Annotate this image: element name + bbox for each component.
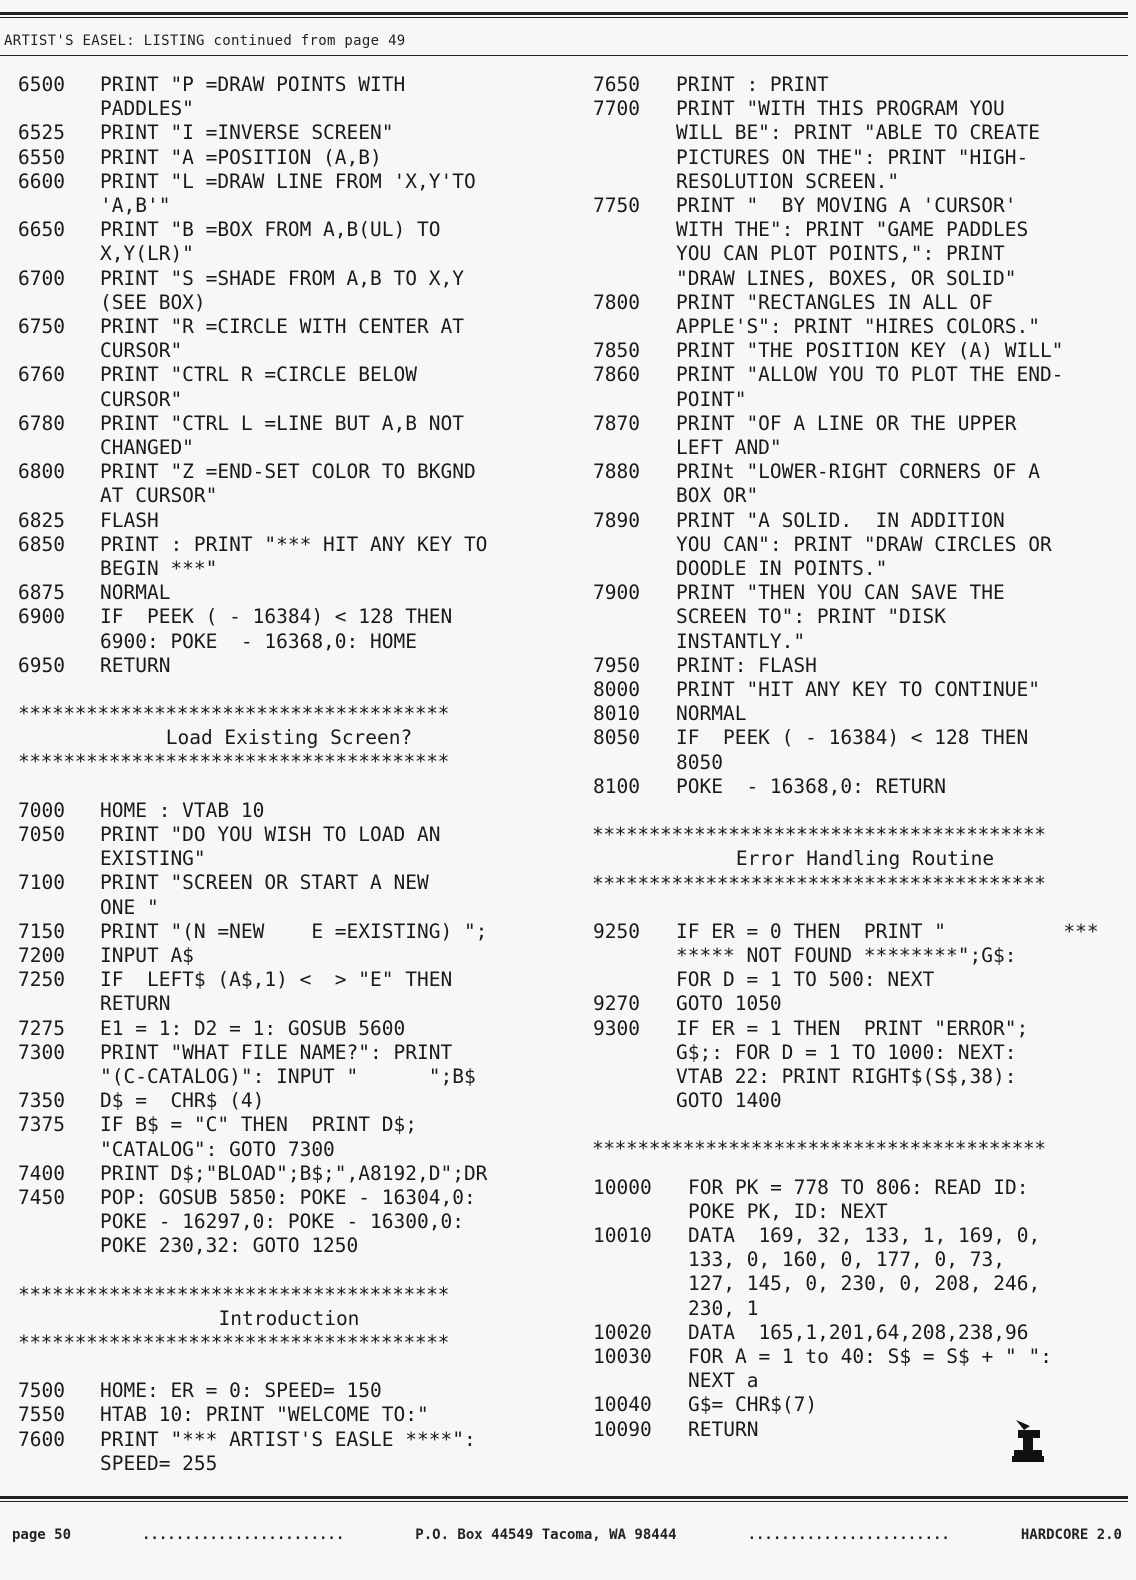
- code-line: [0, 1186, 560, 1259]
- line-code: IF B$ = "C" THEN PRINT D$; "CATALOG": GOTO 7300: [100, 1113, 417, 1161]
- line-number: 9250: [593, 919, 640, 943]
- line-number: 6875: [18, 581, 65, 605]
- asterisk-divider: ****************************************: [592, 1137, 1046, 1161]
- line-number: 7375: [18, 1113, 65, 1137]
- line-number: 7890: [593, 508, 640, 532]
- line-number: 6950: [18, 653, 65, 677]
- line-code: PRINT : PRINT: [676, 73, 829, 96]
- code-line: [576, 1176, 1136, 1224]
- code-line: [0, 871, 560, 919]
- line-number: 6760: [18, 363, 65, 387]
- code-line: [0, 170, 560, 218]
- footer-rule: [0, 1496, 1128, 1499]
- line-number: 7275: [18, 1016, 65, 1040]
- line-code: PRINT "THEN YOU CAN SAVE THE SCREEN TO": PRINT "DISK INSTANTLY.": [676, 581, 1005, 653]
- line-code: PRINT "CTRL R =CIRCLE BELOW CURSOR": [100, 363, 417, 411]
- asterisk-divider: ****************************************: [592, 823, 1046, 847]
- line-code: PRINT "A SOLID. IN ADDITION YOU CAN": PRINT "DRAW CIRCLES OR DOODLE IN POINTS.": [676, 508, 1052, 581]
- section-title: Introduction: [218, 1306, 360, 1330]
- line-code: PRINT "HIT ANY KEY TO CONTINUE": [676, 678, 1040, 702]
- line-code: PRINT "P =DRAW POINTS WITH PADDLES": [100, 73, 406, 121]
- code-line: [576, 1224, 1136, 1321]
- code-line: [0, 1089, 560, 1113]
- line-code: PRINT "RECTANGLES IN ALL OF APPLE'S": PRINT "HIRES COLORS.": [676, 290, 1040, 339]
- line-number: 10010: [593, 1223, 652, 1247]
- line-number: 6700: [18, 266, 65, 290]
- asterisk-divider: **************************************: [18, 1282, 449, 1306]
- code-line: [576, 412, 1136, 460]
- line-number: 10000: [593, 1175, 652, 1199]
- line-code: PRINT "WHAT FILE NAME?": PRINT "(C-CATALOG)": INPUT " ";B$: [100, 1040, 476, 1088]
- code-line: [0, 1428, 560, 1476]
- line-code: INPUT A$: [100, 943, 194, 967]
- line-code: DATA 165,1,201,64,208,238,96: [688, 1320, 1029, 1344]
- line-number: 7200: [18, 943, 65, 967]
- line-code: G$= CHR$(7): [688, 1393, 818, 1417]
- line-number: 7150: [18, 919, 65, 943]
- code-line: [0, 1403, 560, 1427]
- code-line: [576, 992, 1136, 1016]
- page-number: page 50: [12, 1527, 72, 1543]
- line-number: 7850: [593, 339, 640, 363]
- line-code: HOME : VTAB 10: [100, 798, 265, 822]
- line-code: GOTO 1050: [676, 992, 782, 1016]
- code-line: [576, 702, 1136, 726]
- line-number: 8000: [593, 678, 640, 702]
- spacer: [576, 799, 1136, 823]
- footer-rule-thin: [0, 1501, 1128, 1502]
- line-number: 7550: [18, 1403, 65, 1427]
- code-line: [0, 1162, 560, 1186]
- line-code: FOR PK = 778 TO 806: READ ID: POKE PK, ID: NEXT: [688, 1175, 1029, 1223]
- line-number: 8010: [593, 702, 640, 726]
- code-line: [576, 920, 1136, 993]
- asterisk-divider: **************************************: [18, 1330, 449, 1354]
- line-code: PRINT " BY MOVING A 'CURSOR' WITH THE": PRINT "GAME PADDLES YOU CAN PLOT POINTS,": PRINT "DRAW LINES, BOXES, OR SOLID": [676, 194, 1029, 290]
- line-code: PRINT "(N =NEW E =EXISTING) ";: [100, 919, 488, 943]
- line-number: 6780: [18, 411, 65, 435]
- spacer: [576, 1113, 1136, 1137]
- code-line: [576, 73, 1136, 97]
- line-number: 10020: [593, 1320, 652, 1344]
- code-line: [576, 1393, 1136, 1417]
- code-line: [0, 533, 560, 581]
- section-title: Load Existing Screen?: [165, 726, 413, 750]
- code-line: [0, 581, 560, 605]
- page-footer: [12, 1527, 1122, 1543]
- code-line: [0, 218, 560, 266]
- asterisk-divider: ****************************************: [592, 871, 1046, 895]
- line-number: 6650: [18, 218, 65, 242]
- line-code: PRINT "THE POSITION KEY (A) WILL": [676, 339, 1064, 363]
- line-number: 7000: [18, 798, 65, 822]
- asterisk-divider: **************************************: [18, 750, 449, 774]
- publisher-address: P.O. Box 44549 Tacoma, WA 98444: [415, 1527, 677, 1543]
- line-number: 6550: [18, 145, 65, 169]
- line-number: 6800: [18, 460, 65, 484]
- line-number: 6500: [18, 73, 65, 96]
- line-code: RETURN: [688, 1417, 759, 1441]
- line-number: 7300: [18, 1040, 65, 1064]
- top-rule-thin: [0, 17, 1128, 18]
- code-line: [576, 194, 1136, 291]
- footer-dots-1: ........................: [142, 1527, 345, 1543]
- spacer: [0, 775, 560, 799]
- code-line: [576, 726, 1136, 774]
- code-line: [0, 944, 560, 968]
- line-code: PRINT "CTRL L =LINE BUT A,B NOT CHANGED": [100, 411, 464, 460]
- spacer: [0, 1259, 560, 1283]
- code-line: [0, 73, 560, 121]
- section-title: Error Handling Routine: [735, 847, 995, 871]
- line-number: 6525: [18, 121, 65, 145]
- line-code: HTAB 10: PRINT "WELCOME TO:": [100, 1403, 429, 1427]
- listing-left-column: [0, 73, 560, 1476]
- code-line: [0, 146, 560, 170]
- line-code: PRINT "WITH THIS PROGRAM YOU WILL BE": PRINT "ABLE TO CREATE PICTURES ON THE": PRINT "HIGH- RESOLUTION SCREEN.": [676, 97, 1040, 193]
- line-code: PRINT "SCREEN OR START A NEW ONE ": [100, 871, 429, 919]
- line-code: IF ER = 0 THEN PRINT " *** ***** NOT FOUND ********";G$: FOR D = 1 TO 500: NEXT: [676, 919, 1099, 992]
- line-code: PRINT "OF A LINE OR THE UPPER LEFT AND": [676, 411, 1017, 460]
- footer-dots-2: ........................: [747, 1527, 950, 1543]
- code-line: [576, 1321, 1136, 1345]
- line-number: 7650: [593, 73, 640, 96]
- line-code: PRINT "*** ARTIST'S EASLE ****": SPEED= 255: [100, 1427, 476, 1475]
- code-line: [0, 1113, 560, 1161]
- line-number: 8050: [593, 726, 640, 750]
- code-line: [576, 581, 1136, 654]
- line-code: IF LEFT$ (A$,1) < > "E" THEN RETURN: [100, 968, 453, 1016]
- code-line: [0, 267, 560, 315]
- code-line: [0, 968, 560, 1016]
- line-number: 7800: [593, 290, 640, 314]
- line-code: RETURN: [100, 653, 171, 677]
- code-line: [0, 605, 560, 653]
- magazine-name: HARDCORE 2.0: [1020, 1527, 1122, 1543]
- code-line: [0, 1017, 560, 1041]
- line-code: NORMAL: [100, 581, 171, 605]
- spacer: [0, 678, 560, 702]
- line-number: 7870: [593, 411, 640, 435]
- code-line: [0, 1379, 560, 1403]
- line-code: PRINT "R =CIRCLE WITH CENTER AT CURSOR": [100, 315, 464, 363]
- line-code: PRINT D$;"BLOAD";B$;",A8192,D";DR: [100, 1161, 488, 1185]
- spacer: [0, 1355, 560, 1379]
- code-line: [576, 775, 1136, 799]
- code-line: [576, 97, 1136, 194]
- line-code: POP: GOSUB 5850: POKE - 16304,0: POKE - 16297,0: POKE - 16300,0: POKE 230,32: GOTO 1250: [100, 1185, 476, 1258]
- line-code: IF PEEK ( - 16384) < 128 THEN 6900: POKE - 16368,0: HOME: [100, 605, 453, 653]
- code-line: [576, 1345, 1136, 1393]
- line-number: 6850: [18, 532, 65, 556]
- code-line: [576, 339, 1136, 363]
- line-number: 10040: [593, 1393, 652, 1417]
- code-line: [0, 799, 560, 823]
- line-number: 7900: [593, 581, 640, 605]
- line-number: 7450: [18, 1185, 65, 1209]
- line-number: 6600: [18, 169, 65, 193]
- code-line: [0, 509, 560, 533]
- code-line: [576, 460, 1136, 508]
- line-code: IF ER = 1 THEN PRINT "ERROR"; G$;: FOR D = 1 TO 1000: NEXT: VTAB 22: PRINT RIGHT$(S$,38): GOTO 1400: [676, 1016, 1029, 1113]
- line-code: PRINT "A =POSITION (A,B): [100, 145, 382, 169]
- spacer: [576, 896, 1136, 920]
- line-number: 7500: [18, 1379, 65, 1403]
- line-code: PRINT "ALLOW YOU TO PLOT THE END- POINT": [676, 363, 1064, 411]
- line-code: PRINT "S =SHADE FROM A,B TO X,Y (SEE BOX): [100, 266, 464, 314]
- code-line: [576, 509, 1136, 582]
- line-code: PRINT "DO YOU WISH TO LOAD AN EXISTING": [100, 822, 441, 871]
- line-number: 10090: [593, 1417, 652, 1441]
- header-underline: [0, 55, 1128, 56]
- code-line: [0, 121, 560, 145]
- code-line: [0, 920, 560, 944]
- line-number: 9300: [593, 1016, 640, 1040]
- line-code: IF PEEK ( - 16384) < 128 THEN 8050: [676, 726, 1029, 774]
- line-number: 7860: [593, 363, 640, 387]
- code-line: [576, 1418, 1136, 1442]
- line-code: PRINT "Z =END-SET COLOR TO BKGND AT CURSOR": [100, 460, 476, 508]
- line-number: 6825: [18, 508, 65, 532]
- line-number: 7700: [593, 97, 640, 121]
- line-number: 6750: [18, 315, 65, 339]
- line-code: POKE - 16368,0: RETURN: [676, 774, 947, 798]
- line-number: 7750: [593, 194, 640, 218]
- code-line: [576, 363, 1136, 411]
- code-line: [0, 1041, 560, 1089]
- code-line: [576, 291, 1136, 339]
- top-rule: [0, 12, 1128, 15]
- line-number: 6900: [18, 605, 65, 629]
- code-line: [0, 363, 560, 411]
- line-code: HOME: ER = 0: SPEED= 150: [100, 1379, 382, 1403]
- line-number: 7600: [18, 1427, 65, 1451]
- line-number: 7250: [18, 968, 65, 992]
- line-number: 9270: [593, 992, 640, 1016]
- line-number: 7350: [18, 1089, 65, 1113]
- listing-right-column: [576, 73, 1136, 1442]
- code-line: [0, 460, 560, 508]
- code-line: [0, 654, 560, 678]
- line-number: 7880: [593, 460, 640, 484]
- code-line: [576, 678, 1136, 702]
- asterisk-divider: **************************************: [18, 702, 449, 726]
- line-number: 7400: [18, 1161, 65, 1185]
- line-number: 10030: [593, 1344, 652, 1368]
- line-code: FLASH: [100, 508, 159, 532]
- running-header: ARTIST'S EASEL: LISTING continued from page 49: [4, 33, 406, 49]
- line-number: 7050: [18, 822, 65, 846]
- spacer: [576, 1162, 1136, 1176]
- line-code: NORMAL: [676, 702, 747, 726]
- line-code: PRINT "B =BOX FROM A,B(UL) TO X,Y(LR)": [100, 218, 441, 266]
- line-code: D$ = CHR$ (4): [100, 1089, 265, 1113]
- line-number: 7100: [18, 871, 65, 895]
- line-code: PRINT "I =INVERSE SCREEN": [100, 121, 394, 145]
- line-number: 7950: [593, 653, 640, 677]
- code-line: [0, 412, 560, 460]
- line-code: FOR A = 1 to 40: S$ = S$ + " ": NEXT a: [688, 1344, 1052, 1393]
- line-code: PRINT : PRINT "*** HIT ANY KEY TO BEGIN ***": [100, 532, 488, 581]
- line-code: PRINT "L =DRAW LINE FROM 'X,Y'TO 'A,B'": [100, 169, 476, 218]
- line-code: DATA 169, 32, 133, 1, 169, 0, 133, 0, 160, 0, 177, 0, 73, 127, 145, 0, 230, 0, 208, 246, 230, 1: [688, 1223, 1041, 1320]
- code-line: [576, 1017, 1136, 1114]
- line-number: 8100: [593, 774, 640, 798]
- line-code: E1 = 1: D2 = 1: GOSUB 5600: [100, 1016, 406, 1040]
- code-line: [0, 315, 560, 363]
- line-code: PRINT: FLASH: [676, 653, 817, 677]
- anvil-icon: [1010, 1416, 1046, 1466]
- line-code: PRINt "LOWER-RIGHT CORNERS OF A BOX OR": [676, 460, 1040, 508]
- code-line: [576, 654, 1136, 678]
- code-line: [0, 823, 560, 871]
